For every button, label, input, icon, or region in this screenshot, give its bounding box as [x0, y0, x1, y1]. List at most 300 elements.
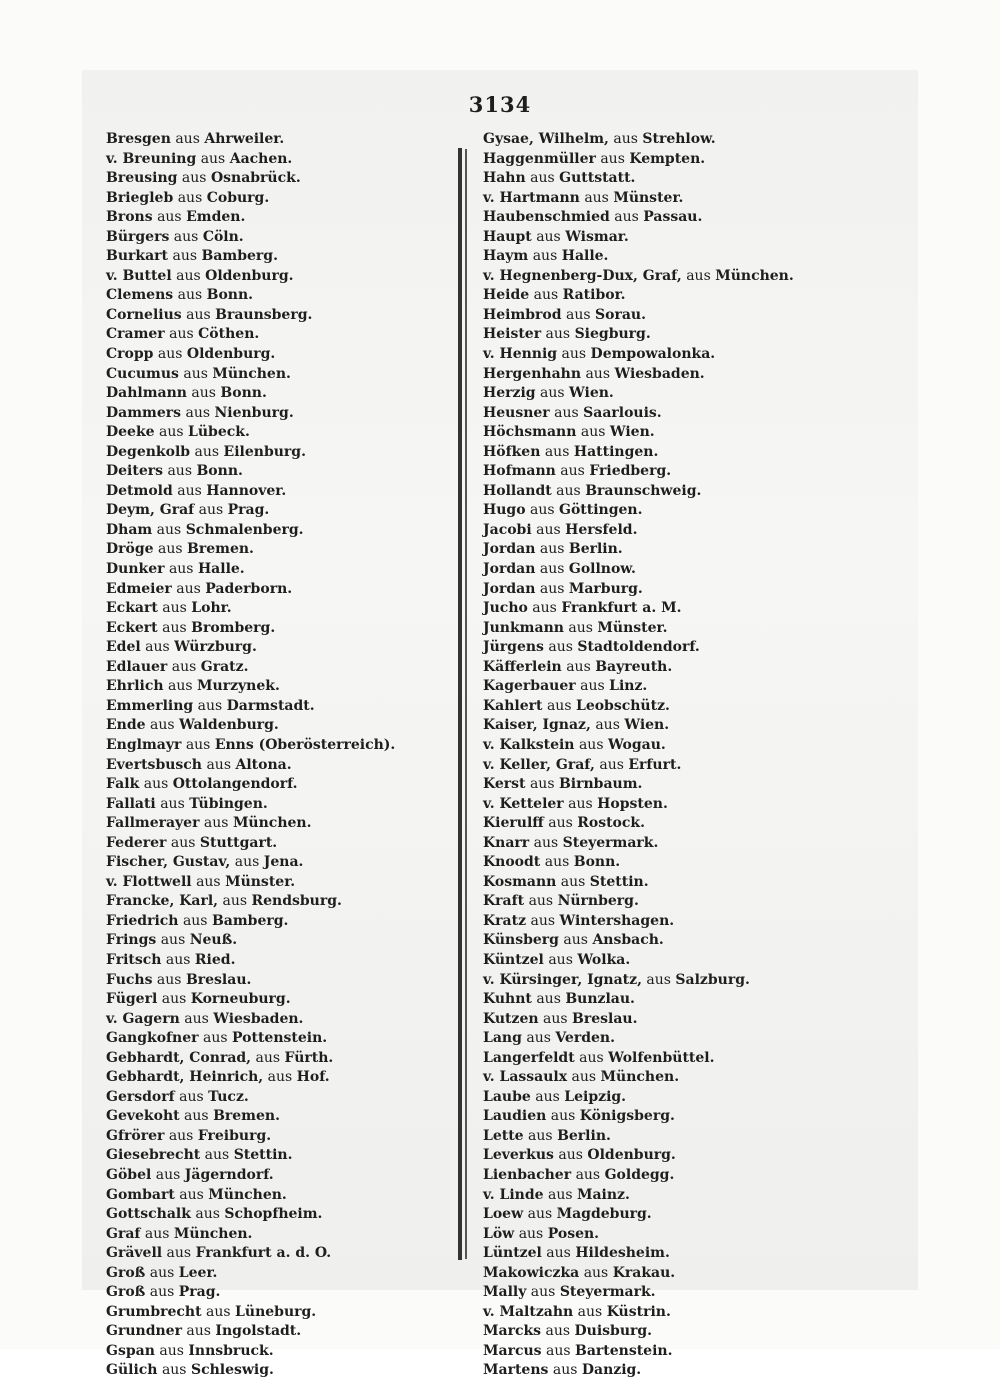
origin-separator: aus: [186, 306, 211, 323]
member-place: Stettin.: [589, 873, 649, 890]
member-place: Erfurt.: [628, 756, 682, 773]
member-place: Stadtoldendorf.: [577, 639, 700, 656]
origin-separator: aus: [544, 854, 570, 871]
member-place: Frankfurt a. M.: [561, 600, 682, 617]
member-place: Leer.: [178, 1264, 218, 1281]
member-name: Göbel: [106, 1166, 152, 1183]
origin-separator: aus: [579, 1049, 604, 1066]
member-place: Fürth.: [284, 1049, 334, 1066]
member-name: Gfrörer: [106, 1127, 165, 1144]
member-name: Kagerbauer: [483, 678, 576, 695]
member-place: Aachen.: [229, 150, 293, 167]
member-entry: [106, 580, 446, 600]
origin-separator: aus: [234, 854, 260, 871]
member-name: Friedrich: [106, 912, 179, 929]
member-entry: [483, 1049, 828, 1069]
member-name: Dunker: [106, 561, 165, 578]
member-name: Laube: [483, 1088, 531, 1105]
member-entry: [106, 1303, 446, 1323]
member-name: Federer: [106, 834, 167, 851]
member-place: München.: [232, 815, 312, 832]
member-entry: [483, 404, 828, 424]
member-place: Wintershagen.: [559, 912, 675, 929]
member-entry: [106, 599, 446, 619]
origin-separator: aus: [182, 912, 208, 929]
origin-separator: aus: [561, 346, 587, 363]
member-name: Cropp: [106, 346, 154, 363]
member-name: Deym, Graf: [106, 502, 195, 519]
member-name: Dammers: [106, 404, 182, 421]
member-place: Cöln.: [202, 228, 244, 245]
origin-separator: aus: [167, 463, 193, 480]
origin-separator: aus: [206, 1303, 231, 1320]
origin-separator: aus: [183, 365, 208, 382]
member-place: Linz.: [609, 678, 648, 695]
member-name: Falk: [106, 776, 140, 793]
member-name: Haym: [483, 248, 529, 265]
member-entry: [483, 540, 828, 560]
origin-separator: aus: [196, 873, 221, 890]
member-name: Grumbrecht: [106, 1303, 202, 1320]
member-name: Dröge: [106, 541, 154, 558]
member-name: v. Breuning: [106, 150, 197, 167]
origin-separator: aus: [168, 678, 193, 695]
member-entry: [483, 951, 828, 971]
origin-separator: aus: [547, 1186, 573, 1203]
member-name: v. Buttel: [106, 267, 172, 284]
member-entry: [106, 971, 446, 991]
member-entry: [483, 443, 828, 463]
member-entry: [106, 306, 446, 326]
member-place: Wolka.: [577, 951, 631, 968]
origin-separator: aus: [548, 951, 573, 968]
member-name: Hollandt: [483, 482, 552, 499]
origin-separator: aus: [536, 228, 561, 245]
origin-separator: aus: [150, 717, 175, 734]
member-name: Kraft: [483, 893, 525, 910]
member-entry: [106, 1225, 446, 1245]
member-name: Brons: [106, 209, 153, 226]
member-entry: [483, 971, 828, 991]
origin-separator: aus: [185, 404, 211, 421]
member-name: v. Hegnenberg-Dux, Graf,: [483, 267, 682, 284]
member-name: Martens: [483, 1362, 549, 1379]
member-name: Eckart: [106, 600, 158, 617]
member-entry: [106, 795, 446, 815]
member-place: Neuß.: [189, 932, 238, 949]
member-name: Lienbacher: [483, 1166, 572, 1183]
origin-separator: aus: [546, 1245, 571, 1262]
origin-separator: aus: [528, 1127, 553, 1144]
member-place: Lübeck.: [188, 424, 250, 441]
member-name: Gersdorf: [106, 1088, 175, 1105]
member-name: Jordan: [483, 561, 536, 578]
member-name: Junkmann: [483, 619, 564, 636]
member-place: Siegburg.: [574, 326, 651, 343]
member-name: Höchsmann: [483, 424, 577, 441]
member-place: Bonn.: [220, 385, 267, 402]
member-entry: [106, 853, 446, 873]
origin-separator: aus: [145, 639, 170, 656]
member-entry: [106, 1205, 446, 1225]
member-entry: [106, 169, 446, 189]
member-name: v. Flottwell: [106, 873, 192, 890]
member-name: Emmerling: [106, 697, 194, 714]
origin-separator: aus: [545, 326, 571, 343]
origin-separator: aus: [159, 1342, 184, 1359]
member-entry: [106, 325, 446, 345]
member-name: Detmold: [106, 482, 173, 499]
member-place: Ansbach.: [592, 932, 664, 949]
member-name: v. Gagern: [106, 1010, 180, 1027]
member-name: Marcks: [483, 1323, 542, 1340]
member-name: Lang: [483, 1030, 522, 1047]
origin-separator: aus: [568, 795, 593, 812]
member-entry: [106, 619, 446, 639]
member-place: Magdeburg.: [556, 1206, 652, 1223]
origin-separator: aus: [222, 893, 248, 910]
member-name: Kuhnt: [483, 991, 532, 1008]
origin-separator: aus: [552, 1362, 578, 1379]
member-name: Gebhardt, Heinrich,: [106, 1069, 264, 1086]
member-name: Küntzel: [483, 951, 544, 968]
member-name: Makowiczka: [483, 1264, 580, 1281]
origin-separator: aus: [533, 287, 559, 304]
member-place: Dempowalonka.: [590, 346, 716, 363]
member-entry: [106, 1127, 446, 1147]
member-name: Clemens: [106, 287, 174, 304]
member-place: Pottenstein.: [232, 1030, 328, 1047]
origin-separator: aus: [202, 1030, 228, 1047]
member-entry: [483, 1342, 828, 1362]
origin-separator: aus: [544, 443, 570, 460]
member-name: Groß: [106, 1284, 146, 1301]
origin-separator: aus: [584, 189, 609, 206]
member-entry: [483, 1127, 828, 1147]
member-entry: [483, 228, 828, 248]
member-entry: [106, 462, 446, 482]
origin-separator: aus: [157, 346, 183, 363]
member-name: Breusing: [106, 170, 178, 187]
origin-separator: aus: [156, 971, 182, 988]
member-entry: [106, 990, 446, 1010]
member-name: Gysae, Wilhelm,: [483, 131, 609, 147]
member-entry: [106, 931, 446, 951]
member-name: Grundner: [106, 1323, 182, 1340]
origin-separator: aus: [550, 1108, 576, 1125]
member-place: Leipzig.: [564, 1088, 627, 1105]
member-place: München.: [212, 365, 291, 382]
origin-separator: aus: [583, 1264, 609, 1281]
member-entry: [106, 1088, 446, 1108]
member-entry: [106, 716, 446, 736]
member-place: Kempten.: [629, 150, 706, 167]
origin-separator: aus: [160, 795, 185, 812]
origin-separator: aus: [613, 131, 638, 147]
member-entry: [106, 228, 446, 248]
member-entry: [483, 619, 828, 639]
member-entry: [483, 1146, 828, 1166]
member-entry: [483, 658, 828, 678]
member-name: Knarr: [483, 834, 530, 851]
origin-separator: aus: [530, 502, 555, 519]
member-place: Breslau.: [572, 1010, 638, 1027]
member-entry: [483, 990, 828, 1010]
origin-separator: aus: [595, 717, 620, 734]
origin-separator: aus: [168, 1127, 194, 1144]
origin-separator: aus: [533, 834, 559, 851]
member-entry: [483, 756, 828, 776]
member-place: Goldegg.: [604, 1166, 675, 1183]
member-name: Gülich: [106, 1362, 158, 1379]
member-entry: [483, 1205, 828, 1225]
origin-separator: aus: [155, 1166, 181, 1183]
member-place: Wogau.: [607, 736, 666, 753]
origin-separator: aus: [585, 365, 611, 382]
member-entry: [106, 1186, 446, 1206]
origin-separator: aus: [149, 1284, 175, 1301]
member-place: Bartenstein.: [575, 1342, 673, 1359]
member-entry: [106, 1361, 446, 1381]
member-place: Hersfeld.: [565, 521, 638, 538]
member-place: Paderborn.: [205, 580, 293, 597]
member-place: Göttingen.: [559, 502, 643, 519]
member-entry: [483, 716, 828, 736]
member-place: Wien.: [624, 717, 670, 734]
origin-separator: aus: [157, 209, 182, 226]
member-name: Francke, Karl,: [106, 893, 219, 910]
member-name: v. Keller, Graf,: [483, 756, 595, 773]
member-entry: [106, 1244, 446, 1264]
member-entry: [106, 834, 446, 854]
member-entry: [106, 365, 446, 385]
member-name: Jordan: [483, 580, 536, 597]
origin-separator: aus: [161, 991, 187, 1008]
member-place: Passau.: [643, 209, 703, 226]
member-name: Höfken: [483, 443, 541, 460]
member-name: Kierulff: [483, 815, 544, 832]
origin-separator: aus: [539, 541, 565, 558]
member-place: Mainz.: [576, 1186, 630, 1203]
member-name: Deiters: [106, 463, 163, 480]
member-place: Münster.: [613, 189, 684, 206]
member-place: Oldenburg.: [205, 267, 294, 284]
member-name: Gottschalk: [106, 1206, 191, 1223]
member-place: Ingolstadt.: [215, 1323, 302, 1340]
member-name: Ende: [106, 717, 146, 734]
member-place: Wien.: [569, 385, 614, 402]
member-entry: [483, 1322, 828, 1342]
member-entry: [106, 736, 446, 756]
member-name: Gangkofner: [106, 1030, 199, 1047]
origin-separator: aus: [543, 1010, 568, 1027]
origin-separator: aus: [530, 170, 555, 187]
origin-separator: aus: [568, 619, 593, 636]
member-entry: [483, 1264, 828, 1284]
member-entry: [483, 599, 828, 619]
member-place: Küstrin.: [606, 1303, 671, 1320]
member-place: Guttstatt.: [559, 170, 636, 187]
member-entry: [106, 697, 446, 717]
member-entry: [483, 345, 828, 365]
member-place: Schopfheim.: [224, 1206, 323, 1223]
member-place: Lohr.: [191, 600, 232, 617]
origin-separator: aus: [175, 131, 200, 147]
member-entry: [483, 247, 828, 267]
origin-separator: aus: [548, 639, 573, 656]
member-entry: [483, 365, 828, 385]
member-name: Edmeier: [106, 580, 172, 597]
member-name: Herzig: [483, 385, 536, 402]
origin-separator: aus: [181, 170, 207, 187]
member-name: Cornelius: [106, 306, 182, 323]
member-name: Dham: [106, 521, 153, 538]
member-entry: [106, 1166, 446, 1186]
member-place: Altona.: [235, 756, 292, 773]
member-entry: [483, 189, 828, 209]
member-name: v. Hennig: [483, 346, 558, 363]
member-place: Jägerndorf.: [184, 1166, 274, 1183]
member-name: Gombart: [106, 1186, 175, 1203]
origin-separator: aus: [255, 1049, 281, 1066]
origin-separator: aus: [160, 932, 186, 949]
member-place: Hannover.: [206, 482, 287, 499]
member-place: Bremen.: [187, 541, 254, 558]
member-place: Wiesbaden.: [614, 365, 705, 382]
member-name: Knoodt: [483, 854, 541, 871]
member-name: Evertsbusch: [106, 756, 202, 773]
member-place: Nienburg.: [214, 404, 294, 421]
origin-separator: aus: [267, 1069, 293, 1086]
origin-separator: aus: [571, 1069, 597, 1086]
member-entry: [106, 658, 446, 678]
member-entry: [483, 873, 828, 893]
origin-separator: aus: [194, 443, 220, 460]
member-entry: [483, 521, 828, 541]
member-place: Leobschütz.: [575, 697, 670, 714]
member-entry: [483, 1166, 828, 1186]
member-entry: [106, 286, 446, 306]
member-name: v. Maltzahn: [483, 1303, 574, 1320]
member-entry: [483, 580, 828, 600]
member-name: Kaiser, Ignaz,: [483, 717, 591, 734]
member-place: Königsberg.: [579, 1108, 675, 1125]
origin-separator: aus: [614, 209, 639, 226]
member-name: Ehrlich: [106, 678, 164, 695]
member-entry: [483, 892, 828, 912]
member-place: Braunsberg.: [215, 306, 313, 323]
origin-separator: aus: [195, 1206, 220, 1223]
origin-separator: aus: [558, 1147, 583, 1164]
member-entry: [106, 1010, 446, 1030]
member-place: Halle.: [197, 561, 245, 578]
member-place: Münster.: [225, 873, 296, 890]
member-name: Kosmann: [483, 873, 557, 890]
member-place: Hildesheim.: [575, 1245, 670, 1262]
right-column-member-list: [483, 130, 828, 1381]
member-entry: [483, 286, 828, 306]
member-entry: [483, 834, 828, 854]
member-name: Heusner: [483, 404, 550, 421]
member-entry: [483, 736, 828, 756]
column-divider: [458, 148, 462, 1260]
origin-separator: aus: [529, 776, 555, 793]
origin-separator: aus: [143, 776, 169, 793]
member-entry: [483, 150, 828, 170]
member-name: v. Hartmann: [483, 189, 580, 206]
member-entry: [106, 1283, 446, 1303]
member-entry: [483, 306, 828, 326]
origin-separator: aus: [191, 385, 216, 402]
member-place: Frankfurt a. d. O.: [195, 1245, 332, 1262]
member-name: Hergenhahn: [483, 365, 581, 382]
member-name: Kerst: [483, 776, 526, 793]
member-name: Fuchs: [106, 971, 153, 988]
member-place: Marburg.: [568, 580, 643, 597]
member-place: Hattingen.: [573, 443, 659, 460]
member-entry: [106, 208, 446, 228]
member-entry: [483, 384, 828, 404]
member-name: v. Lassaulx: [483, 1069, 568, 1086]
member-entry: [106, 501, 446, 521]
member-place: Nürnberg.: [557, 893, 639, 910]
member-name: Haggenmüller: [483, 150, 596, 167]
member-entry: [106, 267, 446, 287]
member-name: Leverkus: [483, 1147, 554, 1164]
member-name: v. Kürsinger, Ignatz,: [483, 971, 642, 988]
member-entry: [106, 247, 446, 267]
origin-separator: aus: [536, 991, 561, 1008]
member-entry: [483, 795, 828, 815]
member-place: Eilenburg.: [223, 443, 306, 460]
member-place: Verden.: [555, 1030, 615, 1047]
origin-separator: aus: [203, 815, 229, 832]
member-place: Oldenburg.: [186, 346, 276, 363]
origin-separator: aus: [532, 600, 557, 617]
member-name: Haubenschmied: [483, 209, 610, 226]
origin-separator: aus: [580, 678, 605, 695]
origin-separator: aus: [535, 1088, 560, 1105]
member-name: Käfferlein: [483, 658, 562, 675]
member-place: Freiburg.: [197, 1127, 272, 1144]
origin-separator: aus: [546, 697, 572, 714]
origin-separator: aus: [545, 1323, 571, 1340]
member-entry: [483, 638, 828, 658]
member-entry: [106, 521, 446, 541]
member-name: Bresgen: [106, 131, 171, 147]
member-entry: [106, 560, 446, 580]
member-entry: [106, 345, 446, 365]
member-entry: [483, 1283, 828, 1303]
member-place: Bromberg.: [191, 619, 276, 636]
member-place: Salzburg.: [675, 971, 750, 988]
origin-separator: aus: [179, 1088, 204, 1105]
member-place: Darmstadt.: [226, 697, 315, 714]
member-entry: [106, 775, 446, 795]
member-place: Coburg.: [206, 189, 270, 206]
member-place: Osnabrück.: [210, 170, 301, 187]
member-entry: [483, 267, 828, 287]
member-entry: [106, 892, 446, 912]
member-place: Stuttgart.: [199, 834, 278, 851]
origin-separator: aus: [198, 502, 224, 519]
member-name: v. Ketteler: [483, 795, 564, 812]
member-place: Ottolangendorf.: [172, 776, 298, 793]
member-name: Fügerl: [106, 991, 158, 1008]
member-entry: [106, 677, 446, 697]
member-place: Wiesbaden.: [213, 1010, 304, 1027]
origin-separator: aus: [599, 756, 624, 773]
